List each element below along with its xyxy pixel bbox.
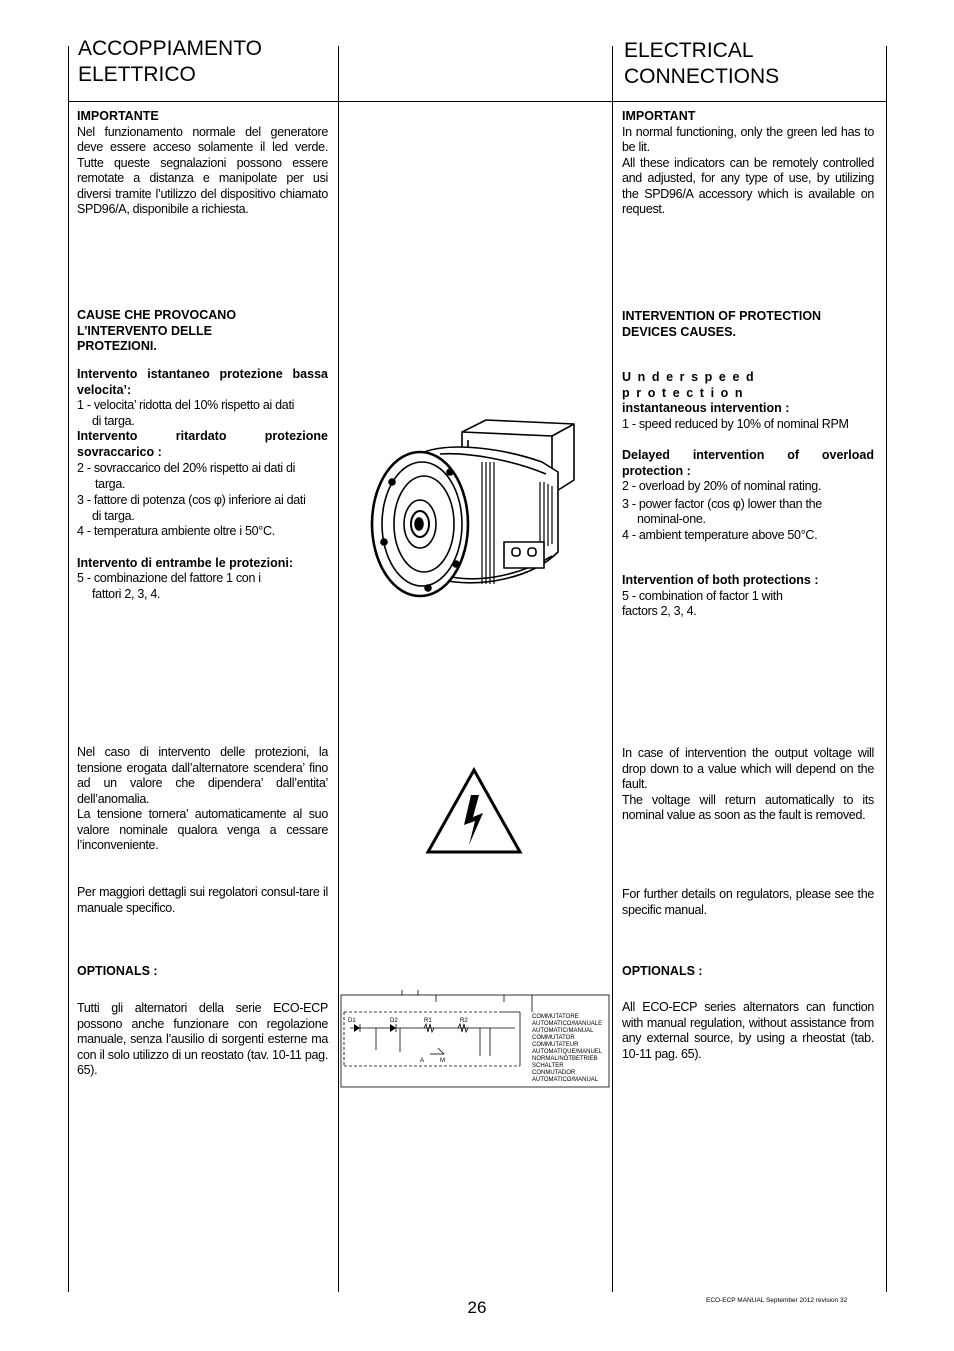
legend-line: AUTOMATICO/MANUAL [532,1077,599,1083]
list-item-continued: fattori 2, 3, 4. [92,586,161,601]
list-item: 1 - velocita’ ridotta del 10% rispetto ai dati [77,398,295,412]
list-item: 2 - overload by 20% of nominal rating. [622,479,822,493]
legend-line: SCHALTER [532,1063,564,1069]
electrical-hazard-icon [425,767,523,855]
column-divider-center-right [612,46,613,1292]
header-rule [68,101,887,102]
page-number: 26 [467,1298,487,1317]
title-line: ELECTRICAL [624,39,754,62]
paragraph: The voltage will return automatically to its nominal value as soon as the fault is removed. [622,792,874,822]
legend-line: CONMUTADOR [532,1070,576,1076]
list-item: factors 2, 3, 4. [622,604,697,618]
legend-line: COMMUTATOR [532,1035,575,1041]
list-item-continued: di targa. [92,413,135,428]
subheading: Intervento di entrambe le protezioni: [77,555,293,570]
diagram-label: A [420,1058,425,1064]
diagram-label: D2 [390,1018,398,1024]
section-heading: PROTEZIONI. [77,339,157,353]
subheading: Delayed intervention of overload protection : [622,448,874,478]
page-title-italian [78,36,262,88]
column-divider-center-left [338,46,339,1292]
legend-line: COMMUTATEUR [532,1042,579,1048]
optionals-heading-en: OPTIONALS : [622,964,703,978]
paragraph: Tutti gli alternatori della serie ECO-ECP possono anche funzionare con regolazione manuale, senza l’ausilio di sorgenti esterne ma con il solo utilizzo di un reostato (tav. 10-11 pag. 65). [77,1001,328,1077]
paragraph: Nel caso di intervento delle protezioni, la tensione erogata dall’alternatore scendera’ fino ad un valore che dipendera’ dall’entita’ dell’anomalia. [77,745,328,806]
list-item: 4 - temperatura ambiente oltre i 50°C. [77,524,275,538]
title-line: ELETTRICO [78,63,196,86]
diagram-label: R1 [424,1018,432,1024]
section-heading: IMPORTANTE [77,109,159,123]
section-heading: DEVICES CAUSES. [622,324,736,339]
list-item-continued: nominal-one. [637,512,706,526]
column-divider-right [886,46,887,1292]
diagram-label: M [440,1058,445,1064]
list-item: 2 - sovraccarico del 20% rispetto ai dati di [77,461,296,475]
list-item: 4 - ambient temperature above 50°C. [622,527,818,542]
section-heading: CAUSE CHE PROVOCANO [77,308,237,322]
title-line: ACCOPPIAMENTO [78,37,262,60]
subheading: instantaneous intervention : [622,401,790,415]
column-divider-left [68,46,69,1292]
details-section [622,887,874,918]
manual-regulation-wiring-diagram [340,990,610,1088]
paragraph: All these indicators can be remotely controlled and adjusted, for any type of use, by utilizing the SPD96/A accessory which is available on request. [622,155,874,216]
diagram-label: R2 [460,1018,468,1024]
case-intervention-section [622,746,874,824]
subheading: Underspeed protection [622,370,761,400]
paragraph: For further details on regulators, please see the specific manual. [622,887,874,917]
cause-section [77,308,328,355]
importante-section [77,109,328,218]
paragraph: La tensione tornera’ automaticamente al suo valore nominale qualora venga a cessare l’inconveniente. [77,807,328,852]
paragraph: Nel funzionamento normale del generatore deve essere acceso solamente il led verde. Tutte queste segnalazioni possono essere remotate a distanza e manipolate per usi diversi tramite l’utilizzo del dispositivo chiamato SPD96/A, disponibile a richiesta. [77,124,328,216]
subheading: Intervention of both protections : [622,573,819,587]
legend-line: NORMAL/NOTBETRIEB [532,1056,598,1062]
paragraph: In normal functioning, only the green led has to be lit. [622,124,874,154]
list-item: 3 - power factor (cos φ) lower than the [622,496,822,511]
legend-line: COMMUTATORE [532,1014,579,1020]
list-item: 1 - speed reduced by 10% of nominal RPM [622,416,849,431]
alternator-illustration [362,412,584,608]
list-item: 3 - fattore di potenza (cos φ) inferiore ai dati [77,493,306,507]
list-item: 5 - combinazione del fattore 1 con i [77,571,261,585]
section-heading: L’INTERVENTO DELLE [77,323,212,338]
optionals-text-it [77,1001,328,1079]
diagram-label: D1 [348,1018,356,1024]
title-line: CONNECTIONS [624,65,780,88]
section-heading: INTERVENTION OF PROTECTION [622,309,822,323]
page-title-english [624,38,779,90]
optionals-heading-it: OPTIONALS : [77,964,158,978]
caso-intervento-section [77,745,328,854]
subheading: Intervento istantaneo protezione bassa velocita’: [77,367,328,397]
list-item-continued: di targa. [92,508,135,523]
legend-line: AUTOMATIC/MANUAL [532,1028,594,1034]
legend-line: AUTOMATIQUE/MANUEL [532,1049,603,1055]
paragraph: All ECO-ECP series alternators can function with manual regulation, without assistance from any external source, by using a rheostat (tab. 10-11 pag. 65). [622,1000,874,1061]
subheading: Intervento ritardato protezione sovraccarico : [77,429,328,459]
list-item-continued: targa. [95,476,126,491]
legend-line: AUTOMATICO/MANUALE [532,1021,603,1027]
dettagli-section [77,885,328,916]
manual-revision-note: ECO-ECP MANUAL September 2012 revision 32 [706,1297,848,1304]
protections-list-en [622,370,874,620]
important-section [622,109,874,218]
list-item: 5 - combination of factor 1 with [622,588,783,603]
intervention-causes-section [622,309,874,340]
paragraph: In case of intervention the output voltage will drop down to a value which will depend on the fault. [622,746,874,791]
section-heading: IMPORTANT [622,109,696,123]
paragraph: Per maggiori dettagli sui regolatori consul-tare il manuale specifico. [77,885,328,915]
protections-list [77,367,328,602]
switch-legend [532,1014,603,1083]
optionals-text-en [622,1000,874,1062]
